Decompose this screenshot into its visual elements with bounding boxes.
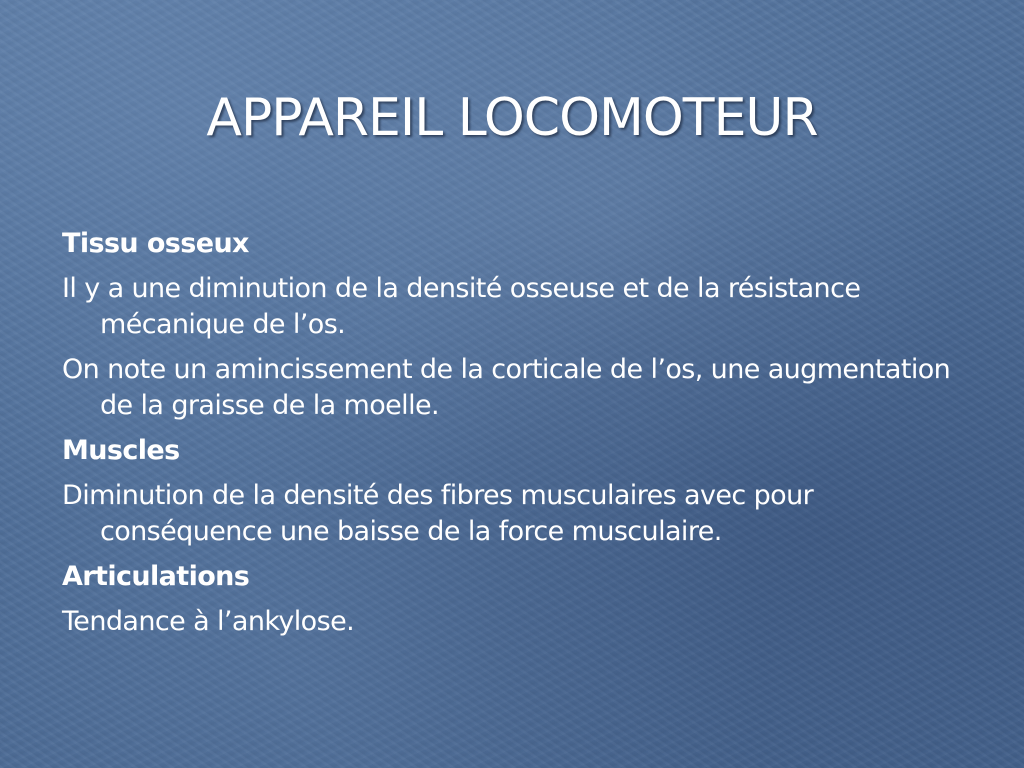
- paragraph-densite-osseuse: Il y a une diminution de la densité osseuse et de la résistance mécanique de l’os.: [62, 273, 861, 340]
- section-heading-articulations: Articulations: [62, 561, 250, 592]
- paragraph-ankylose: Tendance à l’ankylose.: [62, 606, 355, 637]
- slide-title: APPAREIL LOCOMOTEUR: [206, 88, 818, 148]
- paragraph-fibres-musculaires: Diminution de la densité des fibres musculaires avec pour conséquence une baisse de la force musculaire.: [62, 480, 814, 547]
- paragraph-corticale: On note un amincissement de la corticale de l’os, une augmentation de la graisse de la moelle.: [62, 354, 951, 421]
- section-heading-muscles: Muscles: [62, 435, 180, 466]
- slide-body: [62, 226, 962, 649]
- section-heading-tissu-osseux: Tissu osseux: [62, 228, 249, 259]
